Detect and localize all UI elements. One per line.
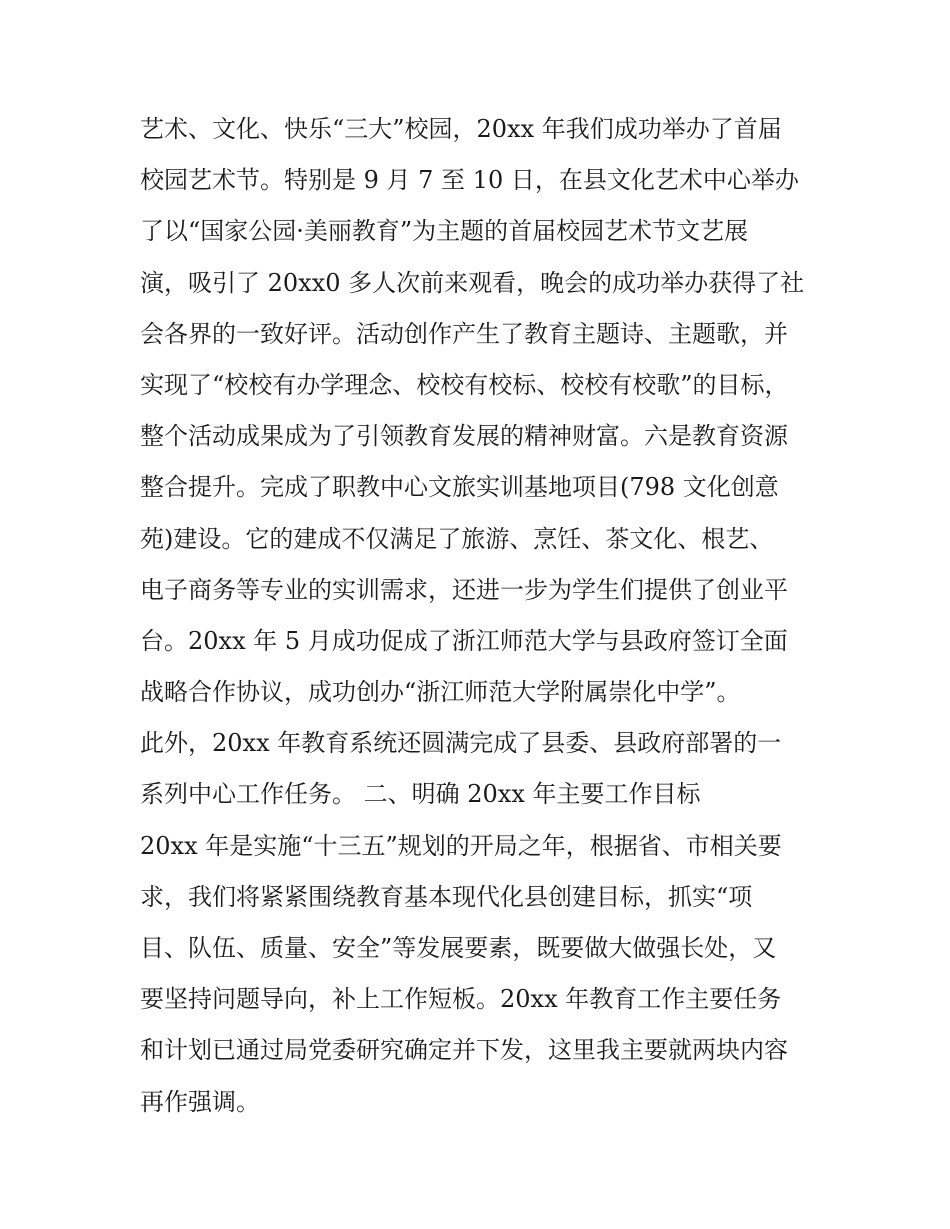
text-line: 求，我们将紧紧围绕教育基本现代化县创建目标，抓实“项 bbox=[140, 882, 753, 911]
text-line: 台。20xx 年 5 月成功促成了浙江师范大学与县政府签订全面 bbox=[140, 626, 788, 655]
text-line: 目、队伍、质量、安全”等发展要素，既要做大做强长处，又 bbox=[140, 934, 777, 962]
text-line: 了以“国家公园·美丽教育”为主题的首届校园艺术节文艺展 bbox=[140, 217, 749, 246]
text-line: 整合提升。完成了职教中心文旅实训基地项目(798 文化创意 bbox=[140, 473, 779, 502]
text-line: 此外，20xx 年教育系统还圆满完成了县委、县政府部署的一 bbox=[140, 729, 782, 758]
text-line: 和计划已通过局党委研究确定并下发，这里我主要就两块内容 bbox=[140, 1036, 788, 1065]
text-line: 电子商务等专业的实训需求，还进一步为学生们提供了创业平 bbox=[140, 575, 788, 604]
body-text bbox=[140, 104, 830, 1128]
text-line: 苑)建设。它的建成不仅满足了旅游、烹饪、茶文化、根艺、 bbox=[140, 524, 774, 553]
text-line: 实现了“校校有办学理念、校校有校标、校校有校歌”的目标， bbox=[140, 370, 789, 399]
text-line: 演，吸引了 20xx0 多人次前来观看，晚会的成功举办获得了社 bbox=[140, 268, 805, 297]
text-line: 整个活动成果成为了引领教育发展的精神财富。六是教育资源 bbox=[140, 422, 788, 451]
text-line: 再作强调。 bbox=[140, 1087, 260, 1116]
text-line: 要坚持问题导向，补上工作短板。20xx 年教育工作主要任务 bbox=[140, 985, 782, 1014]
text-line: 系列中心工作任务。 二、明确 20xx 年主要工作目标 bbox=[140, 780, 701, 809]
text-line: 战略合作协议，成功创办“浙江师范大学附属崇化中学”。 bbox=[140, 678, 741, 707]
text-line: 艺术、文化、快乐“三大”校园，20xx 年我们成功举办了首届 bbox=[140, 115, 782, 143]
text-line: 校园艺术节。特别是 9 月 7 至 10 日，在县文化艺术中心举办 bbox=[140, 166, 799, 195]
text-line: 20xx 年是实施“十三五”规划的开局之年，根据省、市相关要 bbox=[140, 831, 782, 860]
text-line: 会各界的一致好评。活动创作产生了教育主题诗、主题歌，并 bbox=[140, 319, 788, 348]
